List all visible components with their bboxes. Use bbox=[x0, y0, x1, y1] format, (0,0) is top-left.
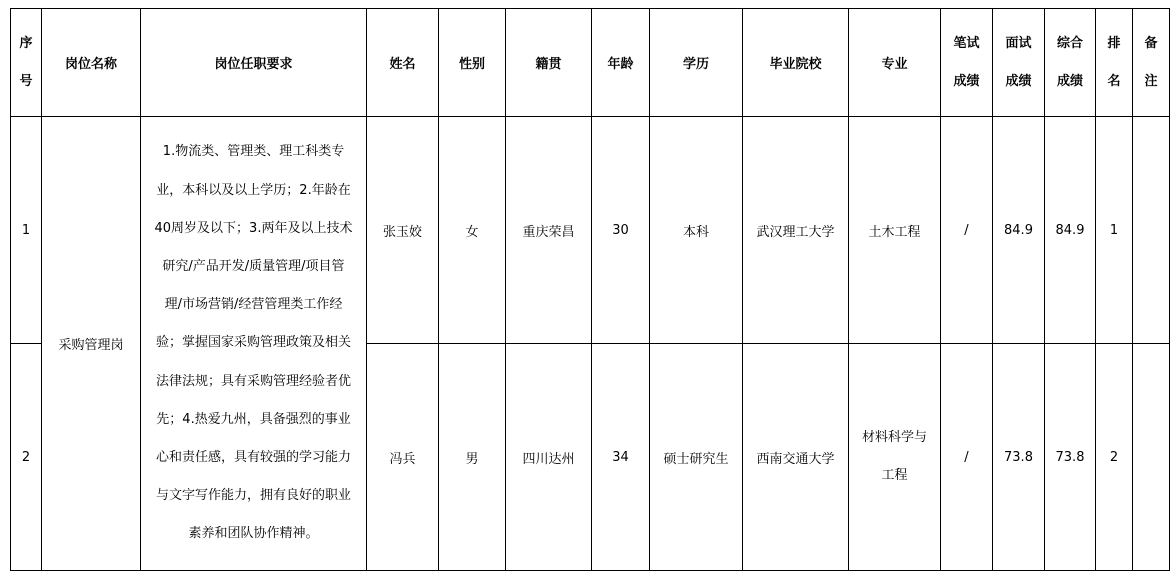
written-score-cell: / bbox=[941, 344, 993, 571]
major-cell: 材料科学与 工程 bbox=[849, 344, 941, 571]
header-age: 年龄 bbox=[592, 9, 650, 117]
school-cell: 武汉理工大学 bbox=[743, 117, 849, 344]
rank-cell: 1 bbox=[1096, 117, 1133, 344]
header-rank: 排 名 bbox=[1096, 9, 1133, 117]
origin-cell: 四川达州 bbox=[506, 344, 592, 571]
written-score-cell: / bbox=[941, 117, 993, 344]
major-cell: 土木工程 bbox=[849, 117, 941, 344]
interview-score-cell: 84.9 bbox=[993, 117, 1045, 344]
header-position: 岗位名称 bbox=[42, 9, 141, 117]
age-cell: 34 bbox=[592, 344, 650, 571]
school-cell: 西南交通大学 bbox=[743, 344, 849, 571]
position-cell: 采购管理岗 bbox=[42, 117, 141, 571]
header-education: 学历 bbox=[650, 9, 743, 117]
age-cell: 30 bbox=[592, 117, 650, 344]
seq-cell: 2 bbox=[11, 344, 42, 571]
origin-cell: 重庆荣昌 bbox=[506, 117, 592, 344]
header-remark: 备 注 bbox=[1133, 9, 1170, 117]
seq-cell: 1 bbox=[11, 117, 42, 344]
total-score-cell: 84.9 bbox=[1045, 117, 1096, 344]
header-school: 毕业院校 bbox=[743, 9, 849, 117]
remark-cell bbox=[1133, 344, 1170, 571]
gender-cell: 女 bbox=[439, 117, 506, 344]
remark-cell bbox=[1133, 117, 1170, 344]
interview-score-cell: 73.8 bbox=[993, 344, 1045, 571]
candidate-table bbox=[10, 8, 1170, 571]
header-written: 笔试 成绩 bbox=[941, 9, 993, 117]
header-major: 专业 bbox=[849, 9, 941, 117]
header-row bbox=[11, 9, 1170, 117]
education-cell: 本科 bbox=[650, 117, 743, 344]
header-seq: 序 号 bbox=[11, 9, 42, 117]
header-origin: 籍贯 bbox=[506, 9, 592, 117]
requirements-cell: 1.物流类、管理类、理工科类专 业，本科以及以上学历；2.年龄在 40周岁及以下；3.两年及以上技术 研究/产品开发/质量管理/项目管 理/市场营销/经营管理类工作经 验；掌握国家采购管理政策及相关 法律法规；具有采购管理经验者优 先；4.热爱九州，具备强烈的事业 心和责任感，具有较强的学习能力 与文字写作能力，拥有良好的职业 素养和团队协作精神。 bbox=[141, 117, 367, 571]
education-cell: 硕士研究生 bbox=[650, 344, 743, 571]
header-requirements: 岗位任职要求 bbox=[141, 9, 367, 117]
header-interview: 面试 成绩 bbox=[993, 9, 1045, 117]
header-total: 综合 成绩 bbox=[1045, 9, 1096, 117]
name-cell: 冯兵 bbox=[367, 344, 439, 571]
total-score-cell: 73.8 bbox=[1045, 344, 1096, 571]
header-name: 姓名 bbox=[367, 9, 439, 117]
header-gender: 性别 bbox=[439, 9, 506, 117]
name-cell: 张玉姣 bbox=[367, 117, 439, 344]
table-row bbox=[11, 117, 1170, 344]
rank-cell: 2 bbox=[1096, 344, 1133, 571]
gender-cell: 男 bbox=[439, 344, 506, 571]
